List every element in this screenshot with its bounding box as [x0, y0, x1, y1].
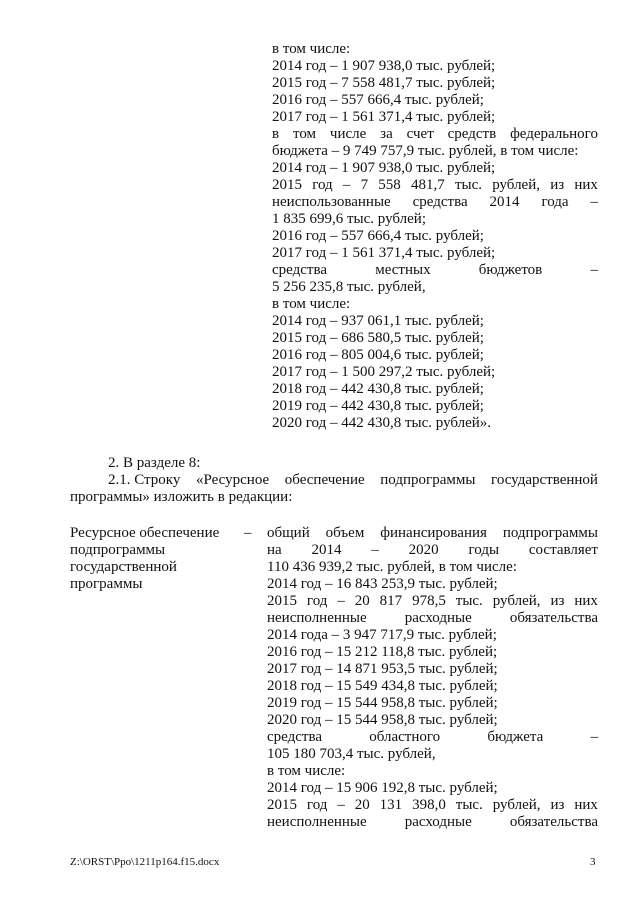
text-line: 2017 год – 1 500 297,2 тыс. рублей; — [272, 364, 496, 380]
word: государственной — [491, 472, 598, 488]
word: – — [590, 194, 598, 210]
justified-line — [267, 797, 598, 814]
justified-line — [108, 472, 598, 489]
word: рублей, — [492, 797, 541, 813]
word: за — [380, 126, 393, 142]
text-line: 2014 год – 15 906 192,8 тыс. рублей; — [267, 780, 498, 796]
word: 2015 — [267, 593, 297, 609]
text-line: 2019 год – 15 544 958,8 тыс. рублей; — [267, 695, 498, 711]
word: общий — [267, 525, 310, 541]
page-number: 3 — [590, 856, 596, 868]
justified-line — [272, 194, 598, 211]
word: 481,7 — [411, 177, 445, 193]
word: неиспользованные — [272, 194, 391, 210]
word: расходные — [404, 610, 472, 626]
text-line: в том числе: — [272, 41, 351, 57]
table-label: государственной — [70, 559, 177, 575]
word: расходные — [404, 814, 472, 830]
text-line: 2019 год – 442 430,8 тыс. рублей; — [272, 398, 484, 414]
text-line: 2015 год – 686 580,5 тыс. рублей; — [272, 330, 484, 346]
text-line: 2014 год – 937 061,1 тыс. рублей; — [272, 313, 484, 329]
text-line: 2016 год – 557 666,4 тыс. рублей; — [272, 228, 484, 244]
word: местных — [375, 262, 431, 278]
text-line: 1 835 699,6 тыс. рублей; — [272, 211, 426, 227]
word: 2014 — [489, 194, 520, 210]
text-line: 5 256 235,8 тыс. рублей, — [272, 279, 426, 295]
word: – — [342, 177, 351, 193]
word: счет — [406, 126, 434, 142]
word: год — [306, 593, 328, 609]
word: в — [272, 126, 280, 142]
footer-file-path: Z:\ORST\Ppo\1211p164.f15.docx — [70, 856, 220, 868]
word: средств — [447, 126, 497, 142]
word: 2015 — [272, 177, 302, 193]
table-label: программы — [70, 576, 143, 592]
text-line: 2018 год – 442 430,8 тыс. рублей; — [272, 381, 484, 397]
justified-line — [272, 262, 598, 279]
word: тыс. — [454, 177, 482, 193]
word: – — [337, 797, 345, 813]
word: подпрограммы — [380, 472, 476, 488]
word: 398,0 — [412, 797, 446, 813]
word: 7 — [360, 177, 369, 193]
word: обеспечение — [284, 472, 365, 488]
text-line: 2018 год – 15 549 434,8 тыс. рублей; — [267, 678, 498, 694]
text-line: 2017 год – 14 871 953,5 тыс. рублей; — [267, 661, 498, 677]
word: них — [574, 593, 598, 609]
word: год — [306, 797, 328, 813]
word: рублей, — [492, 593, 541, 609]
word: годы — [468, 542, 500, 558]
word: них — [574, 797, 598, 813]
word: финансирования — [380, 525, 487, 541]
word: неисполненные — [267, 814, 367, 830]
word: средства — [412, 194, 468, 210]
word: 131 — [379, 797, 403, 813]
word: из — [550, 593, 565, 609]
word: 558 — [378, 177, 401, 193]
word: из — [550, 797, 565, 813]
justified-line — [267, 525, 598, 542]
word: подпрограммы — [502, 525, 598, 541]
word: обязательства — [509, 814, 598, 830]
justified-line — [267, 814, 598, 831]
word: 2014 — [311, 542, 342, 558]
text-line: 2015 год – 7 558 481,7 тыс. рублей; — [272, 75, 496, 91]
text-line: бюджета – 9 749 757,9 тыс. рублей, в том числе: — [272, 143, 579, 159]
justified-line — [272, 177, 598, 194]
word: – — [590, 729, 598, 745]
text-line: в том числе: — [272, 296, 351, 312]
table-dash: – — [244, 525, 252, 541]
word: 2015 — [267, 797, 297, 813]
word: года — [541, 194, 569, 210]
section-heading: 2. В разделе 8: — [108, 455, 201, 471]
text-line: 2016 год – 15 212 118,8 тыс. рублей; — [267, 644, 498, 660]
justified-line — [267, 610, 598, 627]
text-line: 2016 год – 557 666,4 тыс. рублей; — [272, 92, 484, 108]
word: – — [337, 593, 345, 609]
text-line: 105 180 703,4 тыс. рублей, — [267, 746, 436, 762]
word: 978,5 — [412, 593, 446, 609]
word: 817 — [379, 593, 403, 609]
word: тыс. — [455, 797, 483, 813]
word: составляет — [528, 542, 598, 558]
word: из — [550, 177, 565, 193]
word: – — [590, 262, 598, 278]
word: 20 — [354, 593, 370, 609]
word: на — [267, 542, 282, 558]
word: год — [312, 177, 333, 193]
word: том — [292, 126, 317, 142]
text-line: 2016 год – 805 004,6 тыс. рублей; — [272, 347, 484, 363]
word: тыс. — [455, 593, 483, 609]
text-line: в том числе: — [267, 763, 346, 779]
word: 20 — [354, 797, 370, 813]
table-label: подпрограммы — [70, 542, 166, 558]
word: «Ресурсное — [196, 472, 270, 488]
justified-line — [272, 126, 598, 143]
justified-line — [267, 593, 598, 610]
word: средства — [272, 262, 328, 278]
text-line: 2014 год – 1 907 938,0 тыс. рублей; — [272, 58, 496, 74]
text-line: 2020 год – 442 430,8 тыс. рублей». — [272, 415, 492, 431]
word: числе — [329, 126, 367, 142]
text-line: 2020 год – 15 544 958,8 тыс. рублей; — [267, 712, 498, 728]
word: средства — [267, 729, 323, 745]
text-line: 110 436 939,2 тыс. рублей, в том числе: — [267, 559, 517, 575]
table-label: Ресурсное обеспечение — [70, 525, 220, 541]
text-line: 2014 год – 1 907 938,0 тыс. рублей; — [272, 160, 496, 176]
word: бюджета — [487, 729, 544, 745]
word: рублей, — [492, 177, 540, 193]
word: – — [371, 542, 379, 558]
text-line: 2017 год – 1 561 371,4 тыс. рублей; — [272, 245, 496, 261]
justified-line — [267, 729, 598, 746]
word: 2020 — [408, 542, 439, 558]
word: 2.1. Строку — [108, 472, 181, 488]
word: них — [574, 177, 598, 193]
word: обязательства — [509, 610, 598, 626]
text-line: 2017 год – 1 561 371,4 тыс. рублей; — [272, 109, 496, 125]
text-line: 2014 года – 3 947 717,9 тыс. рублей; — [267, 627, 497, 643]
text-line: программы» изложить в редакции: — [70, 489, 293, 505]
word: бюджетов — [478, 262, 543, 278]
word: областного — [369, 729, 441, 745]
word: объем — [325, 525, 365, 541]
word: неисполненные — [267, 610, 367, 626]
text-line: 2014 год – 16 843 253,9 тыс. рублей; — [267, 576, 498, 592]
word: федерального — [510, 126, 598, 142]
justified-line — [267, 542, 598, 559]
